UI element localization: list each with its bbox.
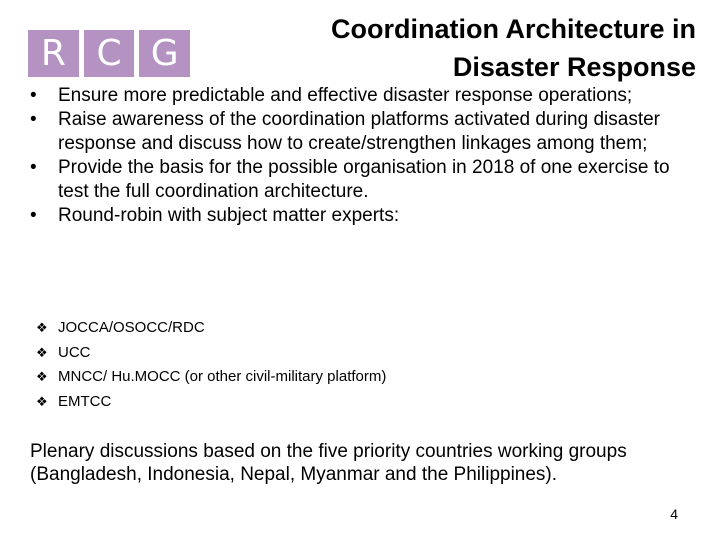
bullet-icon: • bbox=[30, 205, 37, 226]
platform-item bbox=[36, 390, 386, 415]
rcg-logo bbox=[28, 30, 190, 77]
logo-letter-c: C bbox=[84, 30, 135, 77]
diamond-bullet-icon: ❖ bbox=[36, 320, 48, 335]
objective-text: Round-robin with subject matter experts: bbox=[58, 205, 400, 226]
diamond-bullet-icon: ❖ bbox=[36, 344, 48, 360]
objective-item bbox=[30, 84, 700, 108]
platforms-list bbox=[36, 316, 386, 414]
objectives-list bbox=[30, 84, 700, 228]
platform-item bbox=[36, 316, 386, 341]
platform-text: EMTCC bbox=[58, 392, 112, 410]
objective-item bbox=[30, 156, 700, 204]
objective-text: Ensure more predictable and effective disaster response operations; bbox=[58, 85, 633, 106]
slide-title bbox=[331, 10, 696, 86]
objective-item bbox=[30, 204, 700, 228]
page-number: 4 bbox=[670, 506, 678, 522]
bullet-icon: • bbox=[30, 85, 37, 106]
logo-letter-g: G bbox=[139, 30, 190, 77]
objective-item bbox=[30, 108, 700, 156]
platform-item bbox=[36, 341, 386, 366]
logo-letter-r: R bbox=[28, 30, 79, 77]
slide-title-line-1: Coordination Architecture in bbox=[330, 14, 696, 44]
diamond-bullet-icon: ❖ bbox=[36, 393, 48, 409]
slide-title-line-2: Disaster Response bbox=[452, 52, 696, 82]
bullet-icon: • bbox=[30, 109, 37, 130]
platform-text: JOCCA/OSOCC/RDC bbox=[58, 319, 205, 336]
diamond-bullet-icon: ❖ bbox=[36, 369, 48, 384]
objective-text: Raise awareness of the coordination platforms activated during disaster response and discuss how to create/strengthen linkages among them; bbox=[58, 109, 660, 154]
closing-paragraph: Plenary discussions based on the five priority countries working groups (Bangladesh, Indonesia, Nepal, Myanmar and the Philippines). bbox=[30, 441, 627, 485]
platform-item bbox=[36, 365, 386, 390]
platform-text: UCC bbox=[58, 343, 91, 361]
objective-text: Provide the basis for the possible organisation in 2018 of one exercise to test the full coordination architecture. bbox=[58, 157, 670, 202]
bullet-icon: • bbox=[30, 157, 37, 178]
platform-text: MNCC/ Hu.MOCC (or other civil-military platform) bbox=[58, 368, 387, 385]
